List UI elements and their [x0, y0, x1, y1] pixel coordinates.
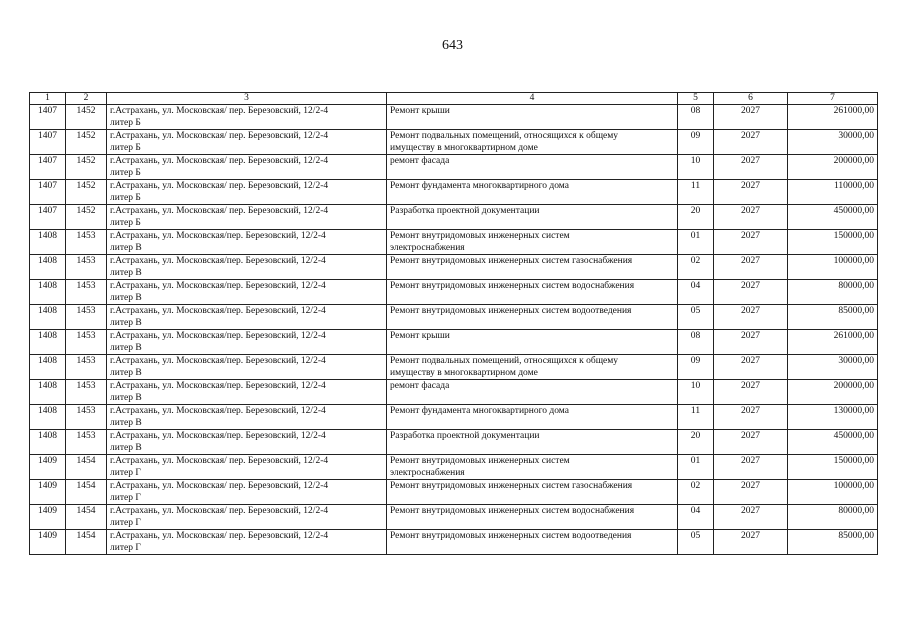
cell-amount: 80000,00 [788, 280, 878, 305]
cell-col2: 1452 [66, 155, 107, 180]
cell-year: 2027 [714, 430, 788, 455]
address-building: литер В [110, 418, 142, 428]
cell-col2: 1452 [66, 105, 107, 130]
cell-amount: 30000,00 [788, 355, 878, 380]
cell-address [107, 305, 387, 330]
address-line: г.Астрахань, ул. Московская/ пер. Березовский, 12/2-4 [110, 481, 329, 491]
cell-col5: 01 [678, 230, 714, 255]
column-header: 4 [387, 93, 678, 105]
address-building: литер В [110, 243, 142, 253]
work-type-line1: ремонт фасада [390, 156, 450, 166]
cell-year: 2027 [714, 155, 788, 180]
cell-col2: 1453 [66, 330, 107, 355]
cell-col2: 1454 [66, 480, 107, 505]
work-type-line1: Ремонт внутридомовых инженерных систем водоснабжения [390, 281, 635, 291]
cell-amount: 150000,00 [788, 230, 878, 255]
cell-col5: 02 [678, 255, 714, 280]
address-building: литер Б [110, 193, 141, 203]
address-building: литер Б [110, 168, 141, 178]
cell-col5: 01 [678, 455, 714, 480]
cell-address [107, 430, 387, 455]
cell-col1: 1407 [30, 105, 66, 130]
work-type-line2 [390, 492, 674, 504]
work-type-line2 [390, 392, 674, 404]
cell-work-type [387, 505, 678, 530]
address-building: литер В [110, 393, 142, 403]
address-line: г.Астрахань, ул. Московская/ пер. Березовский, 12/2-4 [110, 531, 329, 541]
cell-address [107, 355, 387, 380]
table-row [30, 155, 878, 180]
address-line: г.Астрахань, ул. Московская/пер. Березовский, 12/2-4 [110, 406, 326, 416]
cell-work-type [387, 105, 678, 130]
work-type-line1: Ремонт крыши [390, 106, 450, 116]
work-type-line1: Ремонт внутридомовых инженерных систем [390, 231, 570, 241]
work-type-line2 [390, 117, 674, 129]
cell-col5: 10 [678, 380, 714, 405]
cell-work-type [387, 180, 678, 205]
cell-col1: 1408 [30, 355, 66, 380]
cell-col2: 1452 [66, 180, 107, 205]
cell-address [107, 180, 387, 205]
table-row [30, 430, 878, 455]
work-type-line2 [390, 542, 674, 554]
table-row [30, 205, 878, 230]
cell-year: 2027 [714, 530, 788, 555]
cell-address [107, 155, 387, 180]
address-building: литер Б [110, 143, 141, 153]
table-row [30, 180, 878, 205]
cell-address [107, 455, 387, 480]
cell-address [107, 380, 387, 405]
cell-col5: 05 [678, 305, 714, 330]
work-type-line1: Ремонт внутридомовых инженерных систем газоснабжения [390, 481, 633, 491]
cell-year: 2027 [714, 255, 788, 280]
column-header: 5 [678, 93, 714, 105]
cell-col1: 1409 [30, 455, 66, 480]
work-type-line2: электроснабжения [390, 243, 465, 253]
address-building: литер В [110, 368, 142, 378]
work-type-line1: Ремонт внутридомовых инженерных систем газоснабжения [390, 256, 633, 266]
table-row [30, 355, 878, 380]
address-building: литер Г [110, 468, 141, 478]
address-line: г.Астрахань, ул. Московская/пер. Березовский, 12/2-4 [110, 256, 326, 266]
repair-schedule-table [29, 92, 878, 555]
address-building: литер Г [110, 518, 141, 528]
address-building: литер В [110, 443, 142, 453]
column-header: 1 [30, 93, 66, 105]
cell-work-type [387, 455, 678, 480]
cell-year: 2027 [714, 455, 788, 480]
table-row [30, 305, 878, 330]
cell-col5: 09 [678, 130, 714, 155]
cell-work-type [387, 230, 678, 255]
cell-col5: 09 [678, 355, 714, 380]
cell-year: 2027 [714, 305, 788, 330]
cell-col1: 1408 [30, 380, 66, 405]
cell-year: 2027 [714, 105, 788, 130]
cell-col1: 1409 [30, 480, 66, 505]
cell-year: 2027 [714, 355, 788, 380]
page-number: 643 [442, 38, 463, 53]
address-line: г.Астрахань, ул. Московская/пер. Березовский, 12/2-4 [110, 231, 326, 241]
cell-col1: 1407 [30, 130, 66, 155]
cell-year: 2027 [714, 205, 788, 230]
work-type-line1: Ремонт подвальных помещений, относящихся к общему [390, 356, 619, 366]
cell-col5: 20 [678, 430, 714, 455]
cell-col1: 1407 [30, 205, 66, 230]
cell-col2: 1453 [66, 280, 107, 305]
table-row [30, 105, 878, 130]
work-type-line2 [390, 517, 674, 529]
cell-address [107, 230, 387, 255]
work-type-line2: электроснабжения [390, 468, 465, 478]
cell-address [107, 255, 387, 280]
cell-year: 2027 [714, 480, 788, 505]
cell-amount: 85000,00 [788, 530, 878, 555]
cell-col2: 1453 [66, 305, 107, 330]
cell-amount: 100000,00 [788, 480, 878, 505]
address-line: г.Астрахань, ул. Московская/ пер. Березовский, 12/2-4 [110, 106, 329, 116]
cell-amount: 130000,00 [788, 405, 878, 430]
cell-work-type [387, 480, 678, 505]
work-type-line2 [390, 267, 674, 279]
address-line: г.Астрахань, ул. Московская/пер. Березовский, 12/2-4 [110, 331, 326, 341]
work-type-line1: Ремонт внутридомовых инженерных систем водоотведения [390, 306, 632, 316]
cell-col1: 1408 [30, 330, 66, 355]
cell-col2: 1454 [66, 455, 107, 480]
cell-amount: 150000,00 [788, 455, 878, 480]
address-building: литер Б [110, 118, 141, 128]
cell-address [107, 330, 387, 355]
cell-work-type [387, 130, 678, 155]
address-building: литер Б [110, 218, 141, 228]
table-row [30, 480, 878, 505]
cell-work-type [387, 405, 678, 430]
work-type-line1: Ремонт крыши [390, 331, 450, 341]
table-row [30, 130, 878, 155]
cell-address [107, 205, 387, 230]
address-line: г.Астрахань, ул. Московская/ пер. Березовский, 12/2-4 [110, 206, 329, 216]
work-type-line1: Разработка проектной документации [390, 431, 540, 441]
cell-work-type [387, 155, 678, 180]
cell-amount: 450000,00 [788, 430, 878, 455]
cell-col5: 02 [678, 480, 714, 505]
cell-col5: 04 [678, 280, 714, 305]
cell-amount: 85000,00 [788, 305, 878, 330]
cell-col2: 1453 [66, 355, 107, 380]
work-type-line2 [390, 167, 674, 179]
cell-col1: 1409 [30, 505, 66, 530]
cell-col5: 20 [678, 205, 714, 230]
cell-col5: 08 [678, 105, 714, 130]
address-building: литер В [110, 293, 142, 303]
address-building: литер В [110, 318, 142, 328]
table-row [30, 255, 878, 280]
cell-address [107, 280, 387, 305]
cell-col5: 05 [678, 530, 714, 555]
cell-work-type [387, 280, 678, 305]
cell-amount: 200000,00 [788, 380, 878, 405]
cell-col1: 1408 [30, 405, 66, 430]
work-type-line1: Ремонт внутридомовых инженерных систем водоснабжения [390, 506, 635, 516]
cell-work-type [387, 255, 678, 280]
cell-col1: 1408 [30, 255, 66, 280]
address-line: г.Астрахань, ул. Московская/пер. Березовский, 12/2-4 [110, 431, 326, 441]
cell-address [107, 505, 387, 530]
cell-year: 2027 [714, 405, 788, 430]
column-header: 2 [66, 93, 107, 105]
cell-address [107, 480, 387, 505]
cell-col2: 1453 [66, 430, 107, 455]
cell-work-type [387, 355, 678, 380]
table-row [30, 380, 878, 405]
column-header: 3 [107, 93, 387, 105]
cell-address [107, 405, 387, 430]
cell-col5: 04 [678, 505, 714, 530]
cell-amount: 200000,00 [788, 155, 878, 180]
table-header-row [30, 93, 878, 105]
cell-col2: 1454 [66, 505, 107, 530]
cell-work-type [387, 380, 678, 405]
work-type-line2 [390, 317, 674, 329]
work-type-line1: Ремонт подвальных помещений, относящихся к общему [390, 131, 619, 141]
table-row [30, 405, 878, 430]
address-building: литер Г [110, 543, 141, 553]
work-type-line1: ремонт фасада [390, 381, 450, 391]
work-type-line2 [390, 192, 674, 204]
work-type-line2 [390, 292, 674, 304]
cell-address [107, 530, 387, 555]
cell-work-type [387, 430, 678, 455]
cell-col5: 10 [678, 155, 714, 180]
work-type-line1: Ремонт фундамента многоквартирного дома [390, 406, 569, 416]
cell-address [107, 130, 387, 155]
cell-col2: 1453 [66, 380, 107, 405]
cell-col2: 1453 [66, 230, 107, 255]
cell-address [107, 105, 387, 130]
cell-col2: 1453 [66, 255, 107, 280]
work-type-line2 [390, 442, 674, 454]
cell-year: 2027 [714, 230, 788, 255]
table-row [30, 455, 878, 480]
cell-col1: 1409 [30, 530, 66, 555]
cell-col2: 1453 [66, 405, 107, 430]
cell-col1: 1408 [30, 430, 66, 455]
address-line: г.Астрахань, ул. Московская/пер. Березовский, 12/2-4 [110, 356, 326, 366]
cell-col2: 1452 [66, 205, 107, 230]
cell-work-type [387, 330, 678, 355]
address-building: литер В [110, 268, 142, 278]
cell-work-type [387, 205, 678, 230]
address-line: г.Астрахань, ул. Московская/ пер. Березовский, 12/2-4 [110, 131, 329, 141]
cell-col5: 08 [678, 330, 714, 355]
work-type-line1: Разработка проектной документации [390, 206, 540, 216]
cell-col5: 11 [678, 405, 714, 430]
work-type-line2 [390, 217, 674, 229]
work-type-line1: Ремонт фундамента многоквартирного дома [390, 181, 569, 191]
cell-col5: 11 [678, 180, 714, 205]
cell-year: 2027 [714, 130, 788, 155]
column-header: 6 [714, 93, 788, 105]
address-line: г.Астрахань, ул. Московская/пер. Березовский, 12/2-4 [110, 306, 326, 316]
cell-year: 2027 [714, 505, 788, 530]
cell-amount: 30000,00 [788, 130, 878, 155]
address-building: литер В [110, 343, 142, 353]
work-type-line1: Ремонт внутридомовых инженерных систем водоотведения [390, 531, 632, 541]
address-line: г.Астрахань, ул. Московская/ пер. Березовский, 12/2-4 [110, 156, 329, 166]
cell-col1: 1408 [30, 280, 66, 305]
cell-col1: 1408 [30, 305, 66, 330]
cell-amount: 110000,00 [788, 180, 878, 205]
table-row [30, 530, 878, 555]
cell-year: 2027 [714, 180, 788, 205]
address-line: г.Астрахань, ул. Московская/ пер. Березовский, 12/2-4 [110, 506, 329, 516]
cell-amount: 261000,00 [788, 105, 878, 130]
cell-work-type [387, 530, 678, 555]
cell-col2: 1452 [66, 130, 107, 155]
table-row [30, 505, 878, 530]
cell-col2: 1454 [66, 530, 107, 555]
cell-year: 2027 [714, 280, 788, 305]
address-line: г.Астрахань, ул. Московская/ пер. Березовский, 12/2-4 [110, 181, 329, 191]
cell-year: 2027 [714, 380, 788, 405]
column-header: 7 [788, 93, 878, 105]
work-type-line1: Ремонт внутридомовых инженерных систем [390, 456, 570, 466]
work-type-line2: имуществу в многоквартирном доме [390, 143, 538, 153]
cell-year: 2027 [714, 330, 788, 355]
address-line: г.Астрахань, ул. Московская/пер. Березовский, 12/2-4 [110, 381, 326, 391]
address-line: г.Астрахань, ул. Московская/пер. Березовский, 12/2-4 [110, 281, 326, 291]
address-line: г.Астрахань, ул. Московская/ пер. Березовский, 12/2-4 [110, 456, 329, 466]
cell-amount: 261000,00 [788, 330, 878, 355]
cell-amount: 80000,00 [788, 505, 878, 530]
cell-col1: 1408 [30, 230, 66, 255]
table-row [30, 230, 878, 255]
table-row [30, 280, 878, 305]
address-building: литер Г [110, 493, 141, 503]
cell-amount: 100000,00 [788, 255, 878, 280]
cell-amount: 450000,00 [788, 205, 878, 230]
cell-col1: 1407 [30, 155, 66, 180]
cell-work-type [387, 305, 678, 330]
cell-col1: 1407 [30, 180, 66, 205]
work-type-line2: имуществу в многоквартирном доме [390, 368, 538, 378]
work-type-line2 [390, 417, 674, 429]
work-type-line2 [390, 342, 674, 354]
table-row [30, 330, 878, 355]
